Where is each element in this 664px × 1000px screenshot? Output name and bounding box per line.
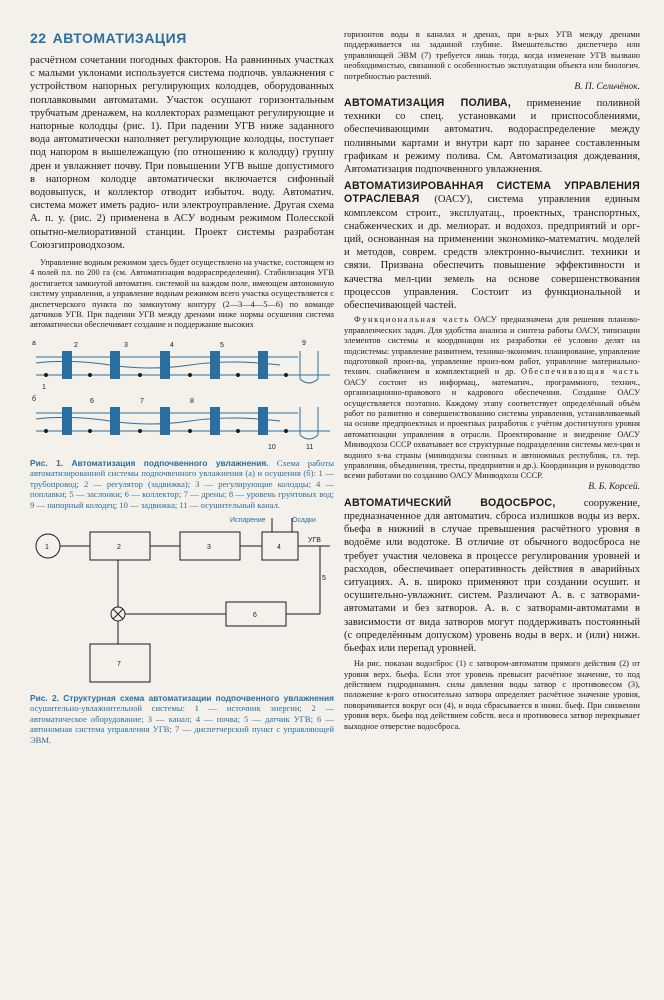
fig2-label-ugv: УГВ [308,536,321,544]
fig1-label-11: 11 [306,443,314,451]
figure-1-caption-body: Схема работы автоматизированной системы подпочвенного увлажнения (а) и осушения (б): 1 — трубопровод; 2 — регулятор (задвижка); 3 — регулирующие колодцы; 4 — поплавки; 5 — заслонки; 6 — коллектор; 7 — дрены; 8 — уровень грунтовых вод; 9 — напорный колодец; 10 — задвижка; 11 — осушительный канал. [30,457,335,510]
figure-1-caption [30,458,334,510]
fig1-label-3: 3 [124,341,128,349]
entry-spillway-body: сооружение, предназначенное для автоматич. сброса излишков воды из верх. бьефа в нижний в случае превышения расчётного уровня в водоёме или водотоке. В отличие от обычного водосброса не требует участия человека в процессе регулирования уровней и расходов, обеспечивает оперативность действия в аварийных ситуациях. А. в. широко применяют при создании осушит. и осушительно-увлажнит. систем. Различают А. в. с затворами-автоматами и без затворов. А. в. с затворами-автоматами в зависимости от вида затворов могут поддерживать постоянный (с определённым допуском) уровень воды в верх. и (или) нижн. бьефах или перепад уровней. [344,497,640,655]
figure-1-drainage-scheme [30,335,334,455]
entry-irrigation-body: применение поливной техники со спец. установками и приспособлениями, обеспечивающими автоматич. водораспределение между поливными картами и внутри карт по заранее составленным графикам и режиму полива. См. Автоматизация дождевания, Автоматизация подпочвенного увлажнения. [344,98,640,176]
spillway-figure-description: На рис. показан водосброс (1) с затвором-автоматом прямого действия (2) от уровня верх. бьефа. Если этот уровень превысит расчётное значение, то под действием гидродинамич. силы давления воды затвор с противовесом (3), положение к-рого относительно затвора определяет расчётное значение уровня, поворачивается вокруг оси (4), и вода сбрасывается в нижн. бьеф. При снижении уровня верх. бьефа под действием собств. веса и противовеса затвор перекрывает выходное отверстие водосброса. [344,659,640,731]
left-column [30,30,334,745]
fig1-label-9: 9 [302,339,306,347]
right-column [344,30,640,732]
running-head [30,30,334,46]
figure-2-caption-body: осушительно-увлажнительной системы: 1 — источник энергии; 2 — автоматическое оборудование; 3 — канал; 4 — почва; 5 — датчик УГВ; 6 — автономная система управления УГВ; 7 — диспетчерский пункт с управляющей ЭВМ. [30,703,334,745]
fig2-node-3: 3 [207,543,211,551]
fig2-label-precipitation: Осадки [292,516,316,524]
fig1-label-6: 6 [90,397,94,405]
entry-oasu-body: (ОАСУ), система управления единым комплексом строит., эксплуатац., проектных, транспортных, снабженческих и др. мелиорат. и водохоз. предприятий и орг-ций, основанная на применении экономико-математич. моделей и методов, соврем. средств электронно-вычислит. техники и связи. Призвана обеспечить повышение эффективности и качества мел-ции земель на основе совершенствования процессов управления. Состоит из функциональной и обеспечивающей частей. [344,194,640,312]
fig2-node-1: 1 [45,543,49,551]
entry-oasu-headword: АВТОМАТИЗИРОВАННАЯ СИСТЕМА УПРАВЛЕНИЯ ОТРАСЛЕВАЯ [344,180,640,206]
oasu-functional-lead: Функциональная часть [354,315,470,325]
fig1-letter-b: б [32,395,37,403]
entry-spillway-headword: АВТОМАТИЧЕСКИЙ ВОДОСБРОС, [344,496,556,509]
oasu-functional-text: ОАСУ предназначена для решения планово-управленческих задач. Для удобства анализа и синтеза работы ОАСУ, типизации элементов системы и координации их разработки её условно делят на подсистемы: управление развитием, технико-экономич. планирование, управление подготовкой произ-ва, управление произ-вом работ, управление материально-технич. снабжением и комплектацией и др. [344,315,640,377]
fig1-label-7: 7 [140,397,144,405]
fig2-node-6: 6 [253,611,257,619]
fig2-node-7: 7 [117,660,121,668]
entry-automatic-spillway [344,497,640,655]
page-number: 22 [30,30,47,46]
right-paragraph-continued: горизонтов воды в каналах и дренах, при к-рых УГВ между дренами поддерживается на заданной глубине. Вмешательство диспетчера или управляющей ЭВМ (7) требуется лишь тогда, когда изменение УГВ вызвано необходимостью, связанной с особенностью эксплуатации объекта или биологич. потребностью растений. [344,30,640,81]
entry-irrigation-headword: АВТОМАТИЗАЦИЯ ПОЛИВА, [344,97,512,110]
left-paragraph-1: расчётном сочетании погодных факторов. На равнинных участках с малыми уклонами используется система подпочв. увлажнения с устройством напорных регулирующих колодцев, оборудованных поплавковыми автоматами. Участок осушают горизонтальным трубчатым дренажем, на коллекторах размещают регулирующие и напорные колодцы (рис. 1). При падении УГВ ниже заданного вода автоматически наполняет регулирующие колодцы, поступает под напором в вышележащую (по отношению к колодцу) группу дрен и увлажняет почву. При повышении УГВ выше допустимого в напорном колодце автоматически включается сифонный водовыпуск, и коллектор отводит избыточ. воду. Автоматич. система может иметь радио- или электроуправление. Другая схема А. п. у. (рис. 2) применена в АСУ водным режимом Полесской опытно-мелиоративной станции. Проект системы разработан Союзгипроводхозом. [30,55,334,251]
fig2-label-evaporation: Испарение [230,516,266,524]
fig2-node-5: 5 [322,574,326,582]
section-title: АВТОМАТИЗАЦИЯ [52,30,187,46]
fig1-label-10: 10 [268,443,276,451]
fig1-letter-a: а [32,339,36,347]
figure-2-caption [30,693,334,745]
oasu-functional-part [344,315,640,482]
entry-oasu [344,180,640,312]
figure-2-caption-title: Рис. 2. Структурная схема автоматизации подпочвенного увлажнения [30,692,334,703]
author-1: В. П. Сельчёнок. [574,82,640,93]
entry-irrigation-automation [344,97,640,176]
figure-1-caption-title: Рис. 1. Автоматизация подпочвенного увлажнения. [30,457,269,468]
left-paragraph-2: Управление водным режимом здесь будет осуществлено на участке, состоящем из 4 полей пл. по 200 га (см. Автоматизация водораспределения). Стабилизация УГВ достигается замкнутой автоматич. системой на каждом поле, имеющем автономную систему управления, а управление водным режимом всего участка осуществляется с диспетчерского пункта по замкнутому контуру (2—3—4—5—6) по команде датчиков УГВ. При падении УГВ между дренами ниже нормы осушения система автоматически обеспечивает создание и поддержание высоких [30,258,334,330]
fig1-label-4: 4 [170,341,174,349]
oasu-supporting-text: ОАСУ состоит из информац., математич., программного, технич., организационно-правового и кадрового обеспечения. Создание ОАСУ осуществляется поэтапно. Каждому этапу соответствует определённый объём работ по развитию и совершенствованию системы управления, устанавливаемый на основе предпроектных и проектных разработок с учётом достигнутого уровня автоматизации управления в отрасли. Проектирование и внедрение ОАСУ Минводхоза СССР охватывает все структурные подразделения системы мел-ции и водного х-ва страны (минводхозы союзных и автономных республик, гл. тер. управления, объединения, тресты, предприятия и др.). Координация и руководство всеми работами по созданию ОАСУ Минводхоза СССР. [344,377,640,481]
fig2-node-2: 2 [117,543,121,551]
fig1-label-2: 2 [74,341,78,349]
fig1-label-5: 5 [220,341,224,349]
fig1-label-1: 1 [42,383,46,391]
figure-2-block-diagram [30,514,334,690]
fig2-node-4: 4 [277,543,281,551]
fig1-label-8: 8 [190,397,194,405]
author-2: В. Б. Корсей. [588,481,640,492]
oasu-supporting-lead: Обеспечивающая часть [520,367,640,377]
